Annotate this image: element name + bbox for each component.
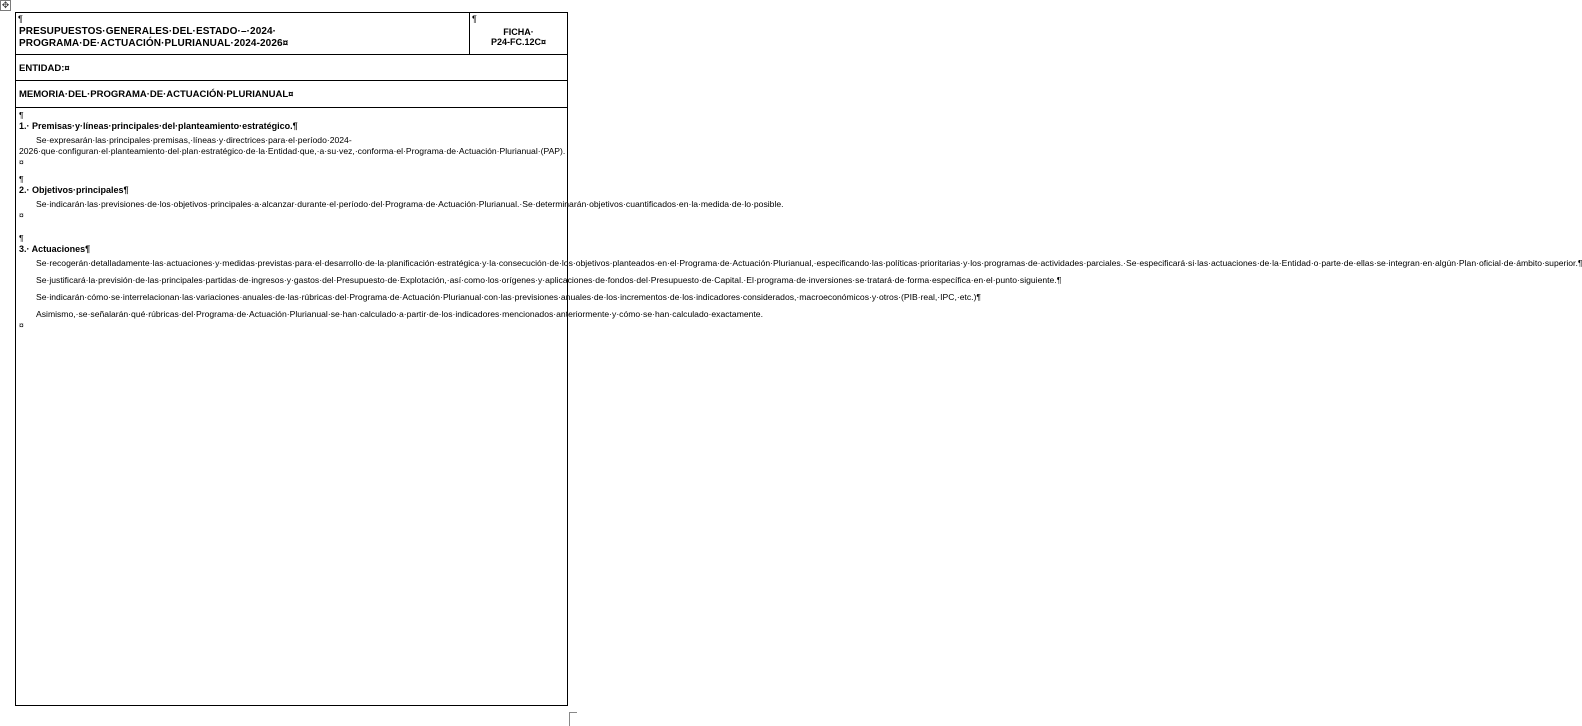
section-3-paragraph-3: Se·indicarán·cómo·se·interrelacionan·las·variaciones·anuales·de·las·rúbricas·del·Programa·de·Actuación·Plurianual·con·las·previsiones·anuales·de·los·incrementos·de·los·indicadores·considerados,·macroeconómicos·y·otros·(PIB·real,·IPC,·etc.)¶ (36, 292, 982, 302)
section-1-lead-mark: ¶ (19, 110, 24, 120)
table-move-handle-icon[interactable]: ✥ (1, 0, 10, 10)
memoria-heading: MEMORIA·DEL·PROGRAMA·DE·ACTUACIÓN·PLURIANUAL¤ (19, 89, 294, 100)
ficha-label: FICHA· (503, 27, 534, 37)
section-2-lead-mark: ¶ (19, 174, 24, 184)
title-cell[interactable] (16, 13, 470, 54)
section-2-title: 2.· Objetivos·principales¶ (19, 185, 129, 195)
section-3-lead-mark: ¶ (19, 233, 24, 243)
section-3-title: 3.· Actuaciones¶ (19, 244, 91, 254)
header-row (16, 13, 567, 55)
title-line-2: PROGRAMA·DE·ACTUACIÓN·PLURIANUAL·2024-2026¤ (19, 38, 289, 49)
ficha-number: P24-FC.12C¤ (490, 37, 547, 47)
section-2-paragraph: Se·indicarán·las·previsiones·de·los·objetivos·principales·a·alcanzar·durante·el·período·del·Programa·de·Actuación·Plurianual.·Se·determinarán·objetivos·cuantificados·en·la·medida·de·lo·posible.¤ (19, 199, 784, 220)
document-title (19, 26, 288, 50)
section-1-paragraph: Se·expresarán·las·principales·premisas,·líneas·y·directrices·para·el·período·2024-2026·que·configuran·el·planteamiento·del·plan·estratégico·de·la·Entidad·que,·a·su·vez,·conforma·el·Programa·de·Actuación·Plurianual·(PAP).¤ (19, 135, 566, 167)
ficha-cell[interactable] (470, 13, 567, 54)
entidad-label: ENTIDAD:¤ (19, 63, 70, 74)
memoria-row[interactable] (16, 81, 567, 108)
title-line-1: PRESUPUESTOS·GENERALES·DEL·ESTADO·–·2024· (19, 26, 277, 37)
section-1-title: 1.· Premisas·y·líneas·principales·del·planteamiento·estratégico.¶ (19, 121, 298, 131)
entidad-row[interactable] (16, 55, 567, 81)
ficha-pilcrow-mark: ¶ (472, 14, 477, 24)
ficha-code (470, 27, 567, 47)
section-3-paragraph-4: Asimismo,·se·señalarán·qué·rúbricas·del·Programa·de·Actuación·Plurianual·se·han·calculado·a·partir·de·los·indicadores·mencionados·anteriormente·y·cómo·se·han·calculado·exactamente.¤ (19, 309, 763, 330)
page-corner-mark (569, 712, 577, 726)
memoria-body[interactable] (19, 110, 1582, 331)
section-3-paragraph-2: Se·justificará·la·previsión·de·las·principales·partidas·de·ingresos·y·gastos·del·Presupuesto·de·Explotación,·así·como·los·orígenes·y·aplicaciones·de·fondos·del·Presupuesto·de·Capital.·El·programa·de·inversiones·se·tratará·de·forma·específica·en·el·punto·siguiente.¶ (36, 275, 1062, 285)
document-table (15, 12, 1582, 706)
section-3-paragraph-1: Se·recogerán·detalladamente·las·actuaciones·y·medidas·previstas·para·el·desarrollo·de·la·planificación·estratégica·y·la·consecución·de·los·objetivos·planteados·en·el·Programa·de·Actuación·Plurianual,·especificando·las·políticas·prioritarias·y·los·programas·de·actividades·parciales.·Se·especificará·si·las·actuaciones·de·la·Entidad·o·parte·de·ellas·se·integran·en·algún·Plan·oficial·de·ámbito·superior.¶ (36, 258, 1582, 268)
pilcrow-mark: ¶ (18, 14, 23, 24)
